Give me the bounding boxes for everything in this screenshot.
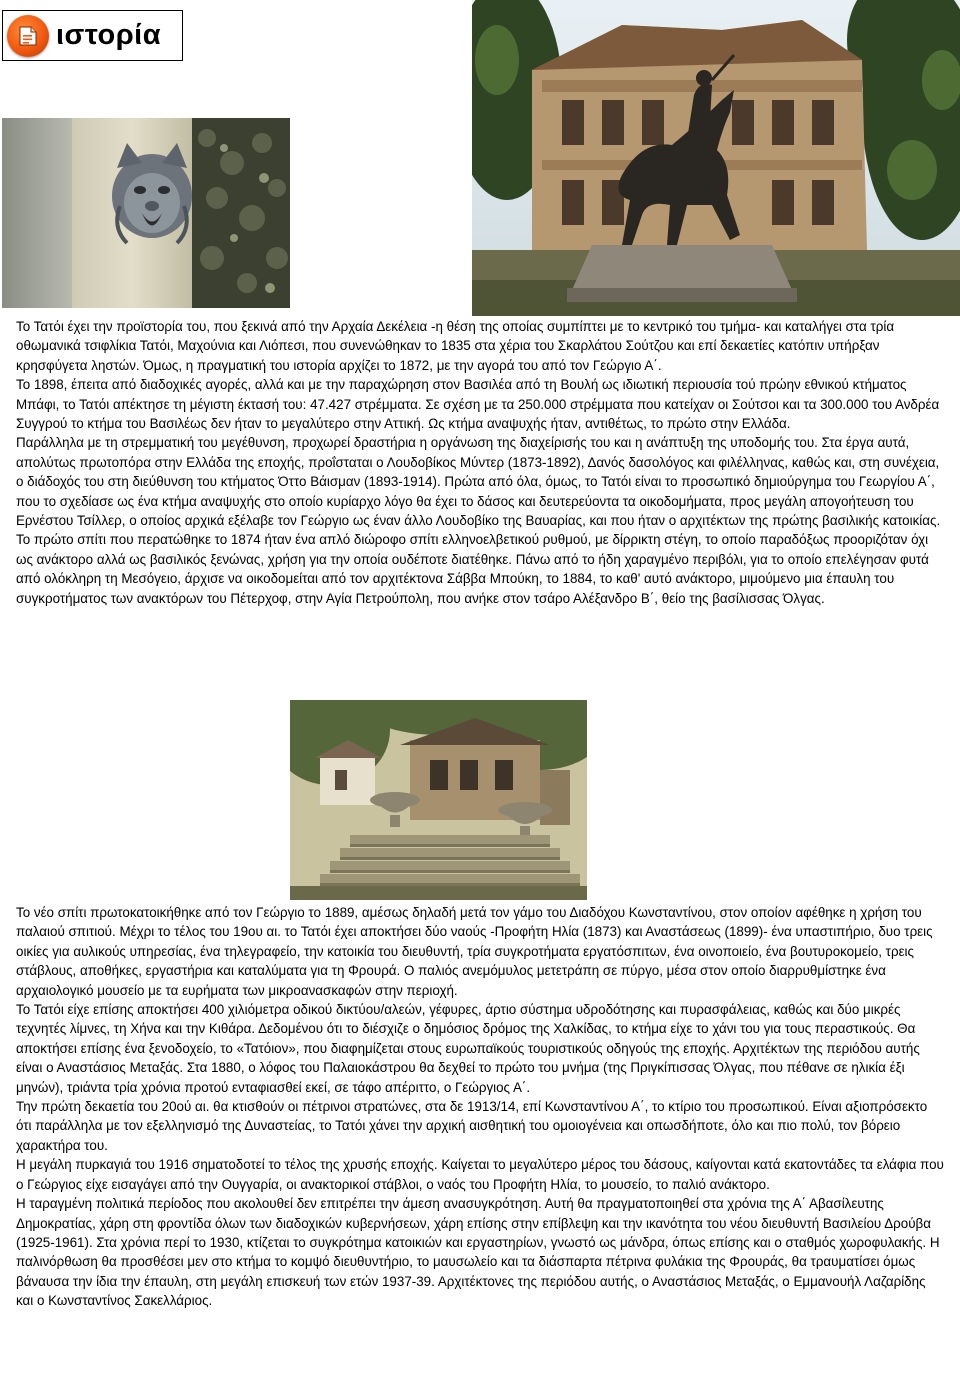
palace-statue-photo — [472, 0, 960, 316]
page-header — [2, 10, 183, 61]
paragraph: Η μεγάλη πυρκαγιά του 1916 σηματοδοτεί το τέλος της χρυσής εποχής. Καίγεται το μεγαλύτερο μέρος του δάσους, καίγονται κατά εκατοντάδες τα ελάφια που ο Γεώργιος είχε εισαγάγει από την Ουγγαρία, οι ανακτορικοί στάβλοι, ο ναός του Προφήτη Ηλία, το μουσείο, το παλιό ανάκτορο. — [16, 1157, 944, 1192]
paragraph: Παράλληλα με τη στρεμματική του μεγέθυνση, προχωρεί δραστήρια η οργάνωση της διαχείρισής του και η ανάπτυξη της υποδομής του. Στα έργα αυτά, απολύτως πρωτοπόρα στην Ελλάδα της εποχής, προΐσταται ο Λουδοβίκος Μύντερ (1873-1892), Δανός δασολόγος και φιλέλληνας, καθώς και, στη συνέχεια, ο διάδοχός του στη διεύθυνση του κτήματος Όττο Βάισμαν (1893-1914). Πρώτα από όλα, όμως, το Τατόι είναι το προσωπικό δημιούργημα του Γεωργίου Α΄, που το σχεδίασε ως ένα κτήμα αναψυχής στο οποίο κυρίαρχο λόγο θα έχει το δάσος και δευτερεύοντα τα οικοδομήματα, προς μεγάλη απογοήτευση του Ερνέστου Τσίλλερ, ο οποίος αρχικά εξέλαβε τον Γεώργιο ως έναν άλλο Λουδοβίκο της Βαυαρίας, και που ήταν ο αρχιτέκτων της πρώτης βασιλικής κατοικίας. — [16, 435, 941, 529]
paragraph: Το 1898, έπειτα από διαδοχικές αγορές, αλλά και με την παραχώρηση στον Βασιλέα από τη Βουλή ως ιδιωτική περιουσία τού πρώην εθνικού κτήματος Μπάφι, το Τατόι απέκτησε τη μέγιστη έκτασή του: 47.427 στρέμματα. Σε σχέση με τα 250.000 στρέμματα που κατείχαν οι Σούτσοι και τα 300.000 του Ανδρέα Συγγρού το κτήμα του Βασιλέως δεν ήταν το μεγαλύτερο στην Αττική. Ως κτήμα αναψυχής ήταν, αντιθέτως, το πρώτο στην Ελλάδα. — [16, 377, 940, 432]
stone-house-photo — [290, 700, 587, 900]
paragraph: Το Τατόι είχε επίσης αποκτήσει 400 χιλιόμετρα οδικού δικτύου/αλεών, γέφυρες, άρτιο σύστημα υδροδότησης και πυρασφάλειας, καθώς και δύο μικρές τεχνητές λίμνες, τη Χήνα και την Κιθάρα. Δεδομένου ότι το διέσχιζε ο δημόσιος δρόμος της Χαλκίδας, το κτήμα είχε το χάνι του για τους περαστικούς. Θα αποκτήσει επίσης ένα ξενοδοχείο, το «Τατόιον», που διαφημίζεται στους ευρωπαϊκούς τουριστικούς οδηγούς της εποχής. Αρχιτέκτων της περιόδου αυτής είναι ο Αναστάσιος Μεταξάς. Στα 1880, ο λόφος του Παλαιοκάστρου θα δεχθεί το πρώτο του μνήμα (της Πριγκίπισσας Όλγας, που πέθανε σε ηλικία έξι μηνών), τριάντα τρία χρόνια προτού ενταφιασθεί εκεί, σε τάφο απέριττο, ο Γεώργιος Α΄. — [16, 1002, 920, 1095]
history-text-part-1 — [16, 317, 944, 608]
paragraph: Το Τατόι έχει την προϊστορία του, που ξεκινά από την Αρχαία Δεκέλεια -η θέση της οποίας συμπίπτει με το κεντρικό του τμήμα- και καταλήγει στα τρία οθωμανικά τσιφλίκια Τατόι, Μαχούνια και Λιόπεσι, που συνενώθηκαν το 1835 στα χέρια του Σκαρλάτου Σούτζου και επί δεκαετίες κατόπιν υπήρξαν κρησφύγετα ληστών. Όμως, η πραγματική του ιστορία αρχίζει το 1872, με την αγορά του από τον Γεώργιο Α΄. — [16, 319, 895, 373]
paragraph: Το πρώτο σπίτι που περατώθηκε το 1874 ήταν ένα απλό διώροφο σπίτι ελληνοελβετικού ρυθμού, με δίρρικτη στέγη, το οποίο παραδόξως προοριζόταν όχι ως ανάκτορο αλλά ως βασιλικός ξενώνας, χρήση για την οποία ουδέποτε διατέθηκε. Πάνω από το ήδη χαραγμένο περιβόλι, για το οποίο επελέγησαν φυτά από ολόκληρη τη Μεσόγειο, άρχισε να οικοδομείται από τον αρχιτέκτονα Σάββα Μπούκη, το 1884, το καθ' αυτό ανάκτορο, μιμούμενο μια έπαυλη του συγκροτήματος των ανακτόρων του Πέτερχοφ, στην Αγία Πετρούπολη, που ανήκε στον τσάρο Αλέξανδρο Β΄, θείο της βασίλισσας Όλγας. — [16, 532, 929, 606]
document-icon — [7, 15, 49, 57]
history-text-part-2 — [16, 903, 944, 1311]
paragraph: Την πρώτη δεκαετία του 20ού αι. θα κτισθούν οι πέτρινοι στρατώνες, στα δε 1913/14, επί Κωνσταντίνου Α΄, το κτίριο του προσωπικού. Είναι αξιοπρόσεκτο ότι παράλληλα με τον εξελληνισμό της Δυναστείας, το Τατόι χάνει την αρχική αισθητική του ομοιογένεια και οπωσδήποτε, όλο και πιο πολύ, τον βόρειο χαρακτήρα του. — [16, 1099, 928, 1153]
page-title: ιστορία — [56, 19, 162, 51]
paragraph: Η ταραγμένη πολιτικά περίοδος που ακολουθεί δεν επιτρέπει την άμεση ανασυγκρότηση. Αυτή θα πραγματοποιηθεί στα χρόνια της Α΄ Αβασίλευτης Δημοκρατίας, χάρη στη φροντίδα όλων των διαδοχικών κυβερνήσεων, χάρη επίσης στην επίβλεψη και την ικανότητα του νέου διευθυντή Βασιλείου Δρούβα (1925-1961). Στα χρόνια περί το 1930, κτίζεται το συγκρότημα κατοικιών και εργαστηρίων, γνωστό ως μάνδρα, όπως επίσης και ο σταθμός χωροφυλακής. Η παλινόρθωση θα προσθέσει μεν στο κτήμα το κομψό διευθυντήριο, το μαυσωλείο και τα διάσπαρτα πέτρινα φυλάκια της Φρουράς, θα τραυματίσει όμως βάναυσα την ίδια την έπαυλη, στη μεγάλη επισκευή των ετών 1937-39. Αρχιτέκτονες της περιόδου αυτής, ο Αναστάσιος Μεταξάς, ο Εμμανουήλ Λαζαρίδης και ο Κωνσταντίνος Σακελλάριος. — [16, 1196, 940, 1309]
paragraph: Το νέο σπίτι πρωτοκατοικήθηκε από τον Γεώργιο το 1889, αμέσως δηλαδή μετά τον γάμο του Διαδόχου Κωνσταντίνου, στον οποίον αφέθηκε η χρήση του παλαιού σπιτιού. Μέχρι το τέλος του 19ου αι. το Τατόι έχει αποκτήσει δύο ναούς -Προφήτη Ηλία (1873) και Αναστάσεως (1899)- ένα υπαστιπήριο, δυο τρεις οικίες για αυλικούς υπηρεσίας, ένα τηλεγραφείο, την κατοικία του διευθυντή, τρία συγκροτήματα εργατόσπιτων, ένα οινοποιείο, ένα βουτυροκομείο, τρεις στάβλους, αποθήκες, εργαστήρια και καταλύματα για τη Φρουρά. Ο παλιός ανεμόμυλος μετετράπη σε πύργο, μέσα στον οποίο διαρρυθμίστηκε ένα αρχαιολογικό μουσείο με τα ευρήματα των μικροανασκαφών στην περιοχή. — [16, 905, 933, 998]
gargoyle-photo — [2, 118, 290, 308]
